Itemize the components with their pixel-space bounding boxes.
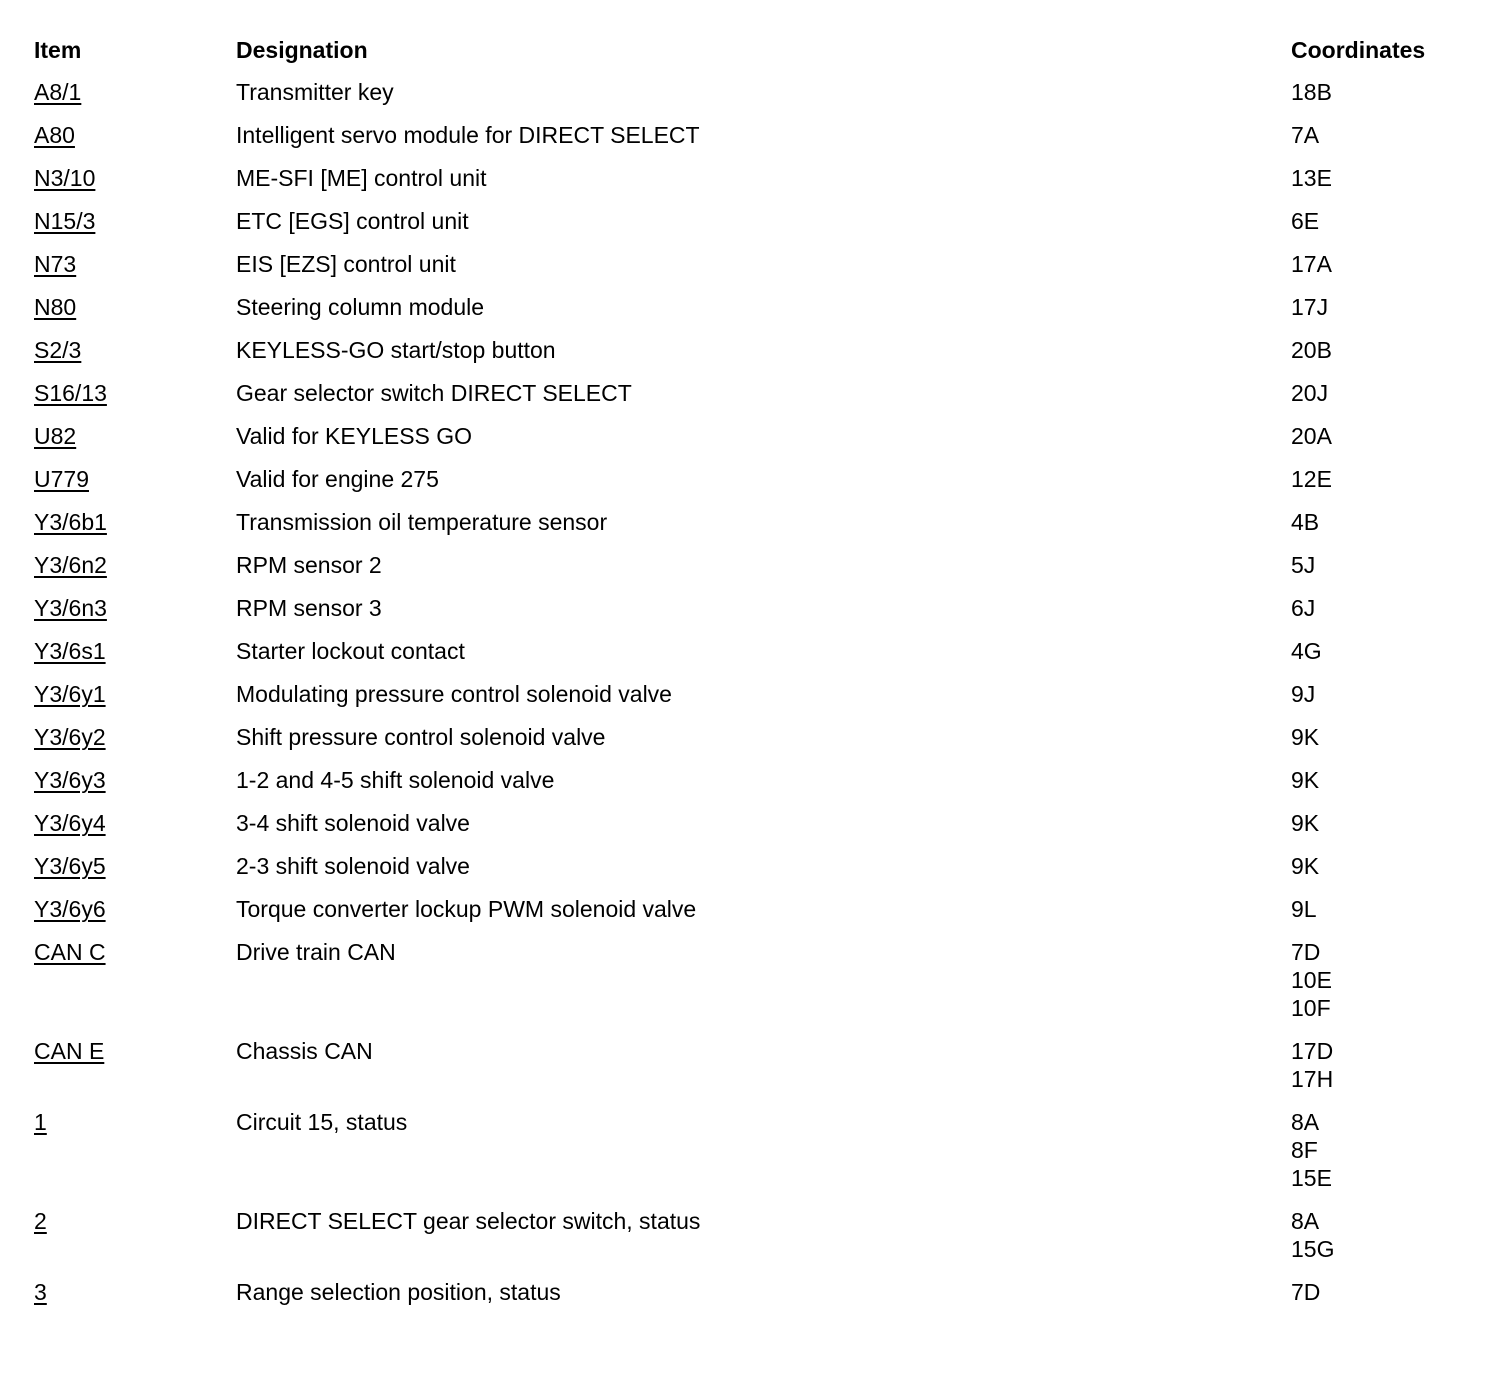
coordinates-cell [1291,78,1474,106]
item-link[interactable]: N3/10 [34,165,96,191]
coordinate-value: 9K [1291,724,1320,750]
designation-cell: 3-4 shift solenoid valve [236,810,470,836]
coordinate-value: 9J [1291,681,1316,707]
item-cell [34,594,236,622]
item-cell [34,1278,236,1306]
column-header-coordinates: Coordinates [1291,37,1426,63]
item-link[interactable]: Y3/6y4 [34,810,106,836]
coordinates-cell [1291,164,1474,192]
item-link[interactable]: N73 [34,251,77,277]
coordinate-value: 9K [1291,853,1320,879]
coordinates-cell [1291,1278,1474,1306]
table-row [34,250,1474,278]
table-row [34,422,1474,450]
designation-cell: Transmission oil temperature sensor [236,509,608,535]
item-cell [34,78,236,106]
item-link[interactable]: Y3/6y2 [34,724,106,750]
item-link[interactable]: 1 [34,1109,47,1135]
coordinate-value: 7A [1291,122,1320,148]
coordinates-cell [1291,895,1474,923]
coordinate-value: 20B [1291,337,1332,363]
item-cell [34,938,236,966]
coordinate-value: 17H [1291,1066,1334,1092]
coordinates-cell [1291,766,1474,794]
item-link[interactable]: Y3/6s1 [34,638,106,664]
item-link[interactable]: Y3/6y5 [34,853,106,879]
designation-cell: Torque converter lockup PWM solenoid valve [236,896,697,922]
item-link[interactable]: Y3/6n3 [34,595,107,621]
item-link[interactable]: S16/13 [34,380,107,406]
table-row [34,809,1474,837]
table-row [34,121,1474,149]
coordinate-value: 7D [1291,1279,1321,1305]
item-cell [34,508,236,536]
item-link[interactable]: 2 [34,1208,47,1234]
table-row [34,1037,1474,1093]
coordinates-cell [1291,680,1474,708]
item-cell [34,379,236,407]
table-row [34,680,1474,708]
item-cell [34,121,236,149]
coordinates-cell [1291,1108,1474,1192]
coordinate-value: 18B [1291,79,1332,105]
item-cell [34,250,236,278]
designation-cell: RPM sensor 2 [236,552,382,578]
designation-cell: Range selection position, status [236,1279,561,1305]
table-row [34,164,1474,192]
coordinates-cell [1291,465,1474,493]
coordinates-cell [1291,551,1474,579]
designation-cell: ETC [EGS] control unit [236,208,469,234]
designation-cell: DIRECT SELECT gear selector switch, status [236,1208,701,1234]
designation-cell: Drive train CAN [236,939,396,965]
table-row [34,1207,1474,1263]
table-row [34,1278,1474,1306]
table-row [34,594,1474,622]
coordinate-value: 10F [1291,995,1331,1021]
table-row [34,336,1474,364]
designation-cell: Starter lockout contact [236,638,465,664]
item-cell [34,852,236,880]
coordinate-value: 4G [1291,638,1322,664]
coordinates-cell [1291,250,1474,278]
item-link[interactable]: Y3/6n2 [34,552,107,578]
item-cell [34,1037,236,1065]
coordinates-cell [1291,422,1474,450]
designation-cell: RPM sensor 3 [236,595,382,621]
designation-cell: Transmitter key [236,79,394,105]
coordinate-value: 8A [1291,1208,1320,1234]
table-row [34,465,1474,493]
item-cell [34,637,236,665]
coordinate-value: 20A [1291,423,1332,449]
coordinate-value: 9K [1291,810,1320,836]
designation-cell: Intelligent servo module for DIRECT SELECT [236,122,700,148]
coordinates-cell [1291,723,1474,751]
designation-cell: Shift pressure control solenoid valve [236,724,606,750]
coordinate-value: 9L [1291,896,1317,922]
coordinate-value: 17J [1291,294,1329,320]
coordinates-cell [1291,207,1474,235]
coordinate-value: 15E [1291,1165,1332,1191]
item-cell [34,551,236,579]
table-row [34,379,1474,407]
designation-cell: Chassis CAN [236,1038,373,1064]
coordinate-value: 10E [1291,967,1332,993]
table-row [34,551,1474,579]
table-row [34,852,1474,880]
coordinate-value: 9K [1291,767,1320,793]
designation-cell: 2-3 shift solenoid valve [236,853,470,879]
item-cell [34,723,236,751]
item-cell [34,293,236,321]
coordinates-cell [1291,594,1474,622]
coordinate-value: 17A [1291,251,1332,277]
table-body [34,78,1474,1306]
table-row [34,938,1474,1022]
designation-cell: EIS [EZS] control unit [236,251,456,277]
coordinates-cell [1291,809,1474,837]
table-row [34,293,1474,321]
item-cell [34,164,236,192]
coordinate-value: 13E [1291,165,1332,191]
designation-cell: Modulating pressure control solenoid valve [236,681,672,707]
table-row [34,1108,1474,1192]
column-header-designation: Designation [236,37,368,63]
item-cell [34,336,236,364]
item-link[interactable]: Y3/6y3 [34,767,106,793]
coordinates-cell [1291,852,1474,880]
designation-cell: ME-SFI [ME] control unit [236,165,487,191]
coordinate-value: 12E [1291,466,1332,492]
designation-cell: Circuit 15, status [236,1109,408,1135]
table-row [34,207,1474,235]
item-link[interactable]: Y3/6y1 [34,681,106,707]
designation-cell: KEYLESS-GO start/stop button [236,337,556,363]
table-row [34,508,1474,536]
coordinates-cell [1291,1207,1474,1263]
coordinate-value: 7D [1291,939,1321,965]
table-row [34,78,1474,106]
coordinate-value: 8A [1291,1109,1320,1135]
coordinates-cell [1291,1037,1474,1093]
coordinate-value: 8F [1291,1137,1318,1163]
item-link[interactable]: CAN C [34,939,106,965]
table-row [34,766,1474,794]
item-cell [34,465,236,493]
item-link[interactable]: N80 [34,294,77,320]
column-header-item: Item [34,37,82,63]
item-link[interactable]: S2/3 [34,337,82,363]
coordinate-value: 6J [1291,595,1316,621]
item-cell [34,680,236,708]
item-link[interactable]: CAN E [34,1038,105,1064]
coordinates-cell [1291,938,1474,1022]
item-link[interactable]: N15/3 [34,208,96,234]
designation-cell: 1-2 and 4-5 shift solenoid valve [236,767,555,793]
coordinate-value: 5J [1291,552,1316,578]
table-header-row [34,36,1474,64]
item-link[interactable]: A8/1 [34,79,82,105]
coordinate-value: 6E [1291,208,1320,234]
item-link[interactable]: U82 [34,423,77,449]
item-link[interactable]: Y3/6y6 [34,896,106,922]
designation-cell: Valid for engine 275 [236,466,439,492]
item-cell [34,1207,236,1235]
item-cell [34,895,236,923]
coordinates-cell [1291,336,1474,364]
table-row [34,895,1474,923]
designation-cell: Gear selector switch DIRECT SELECT [236,380,632,406]
item-cell [34,766,236,794]
coordinate-value: 4B [1291,509,1320,535]
coordinates-cell [1291,379,1474,407]
table-row [34,637,1474,665]
coordinates-cell [1291,121,1474,149]
component-legend-table [34,36,1474,1321]
coordinates-cell [1291,508,1474,536]
table-row [34,723,1474,751]
item-cell [34,1108,236,1136]
coordinates-cell [1291,637,1474,665]
item-cell [34,809,236,837]
item-link[interactable]: A80 [34,122,75,148]
designation-cell: Valid for KEYLESS GO [236,423,473,449]
designation-cell: Steering column module [236,294,485,320]
item-cell [34,422,236,450]
item-link[interactable]: U779 [34,466,89,492]
coordinate-value: 15G [1291,1236,1335,1262]
item-link[interactable]: 3 [34,1279,47,1305]
item-cell [34,207,236,235]
coordinates-cell [1291,293,1474,321]
item-link[interactable]: Y3/6b1 [34,509,107,535]
coordinate-value: 20J [1291,380,1329,406]
coordinate-value: 17D [1291,1038,1334,1064]
